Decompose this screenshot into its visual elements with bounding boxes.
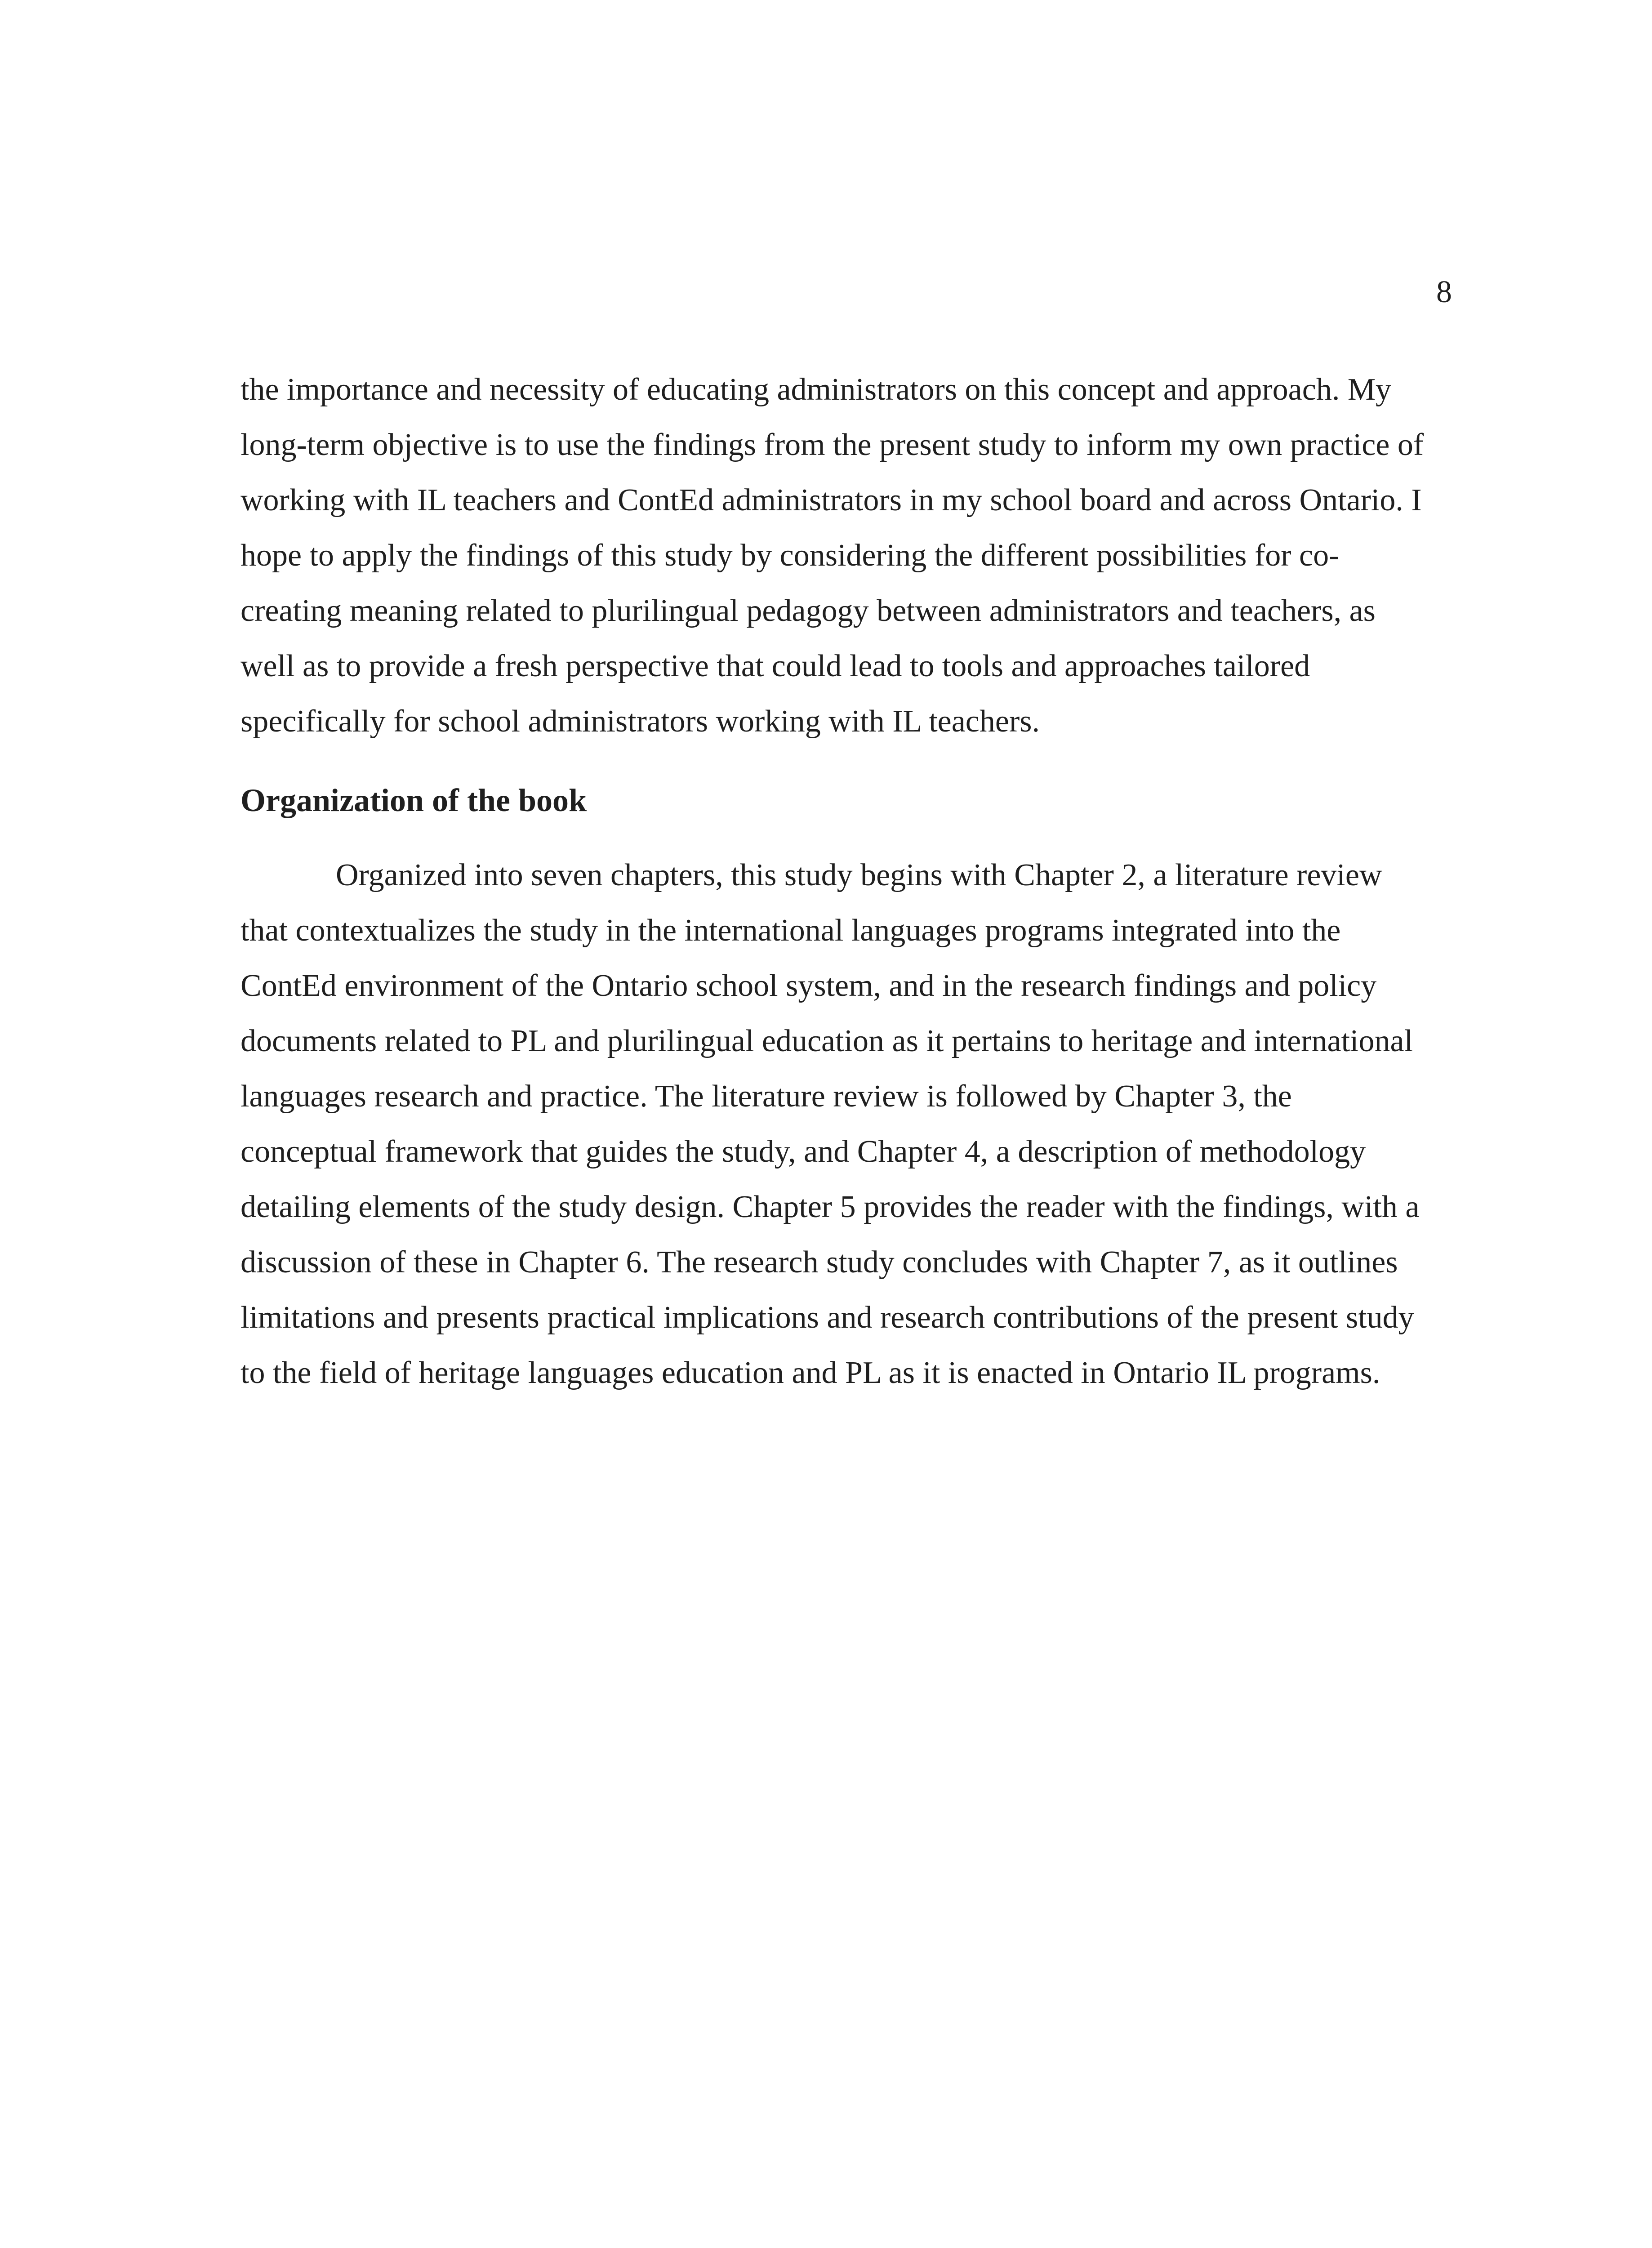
paragraph-line: languages research and practice. The literature review is followed by Chapter 3, the [240, 1079, 1292, 1114]
paragraph-line: documents related to PL and plurilingual education as it pertains to heritage and international [240, 1024, 1413, 1058]
body-paragraph-2 [240, 847, 1454, 1401]
paragraph-line: specifically for school administrators working with IL teachers. [240, 704, 1040, 739]
page-number: 8 [1436, 275, 1452, 309]
paragraph-line: limitations and presents practical implications and research contributions of the present study [240, 1300, 1414, 1335]
paragraph-line: the importance and necessity of educating administrators on this concept and approach. My [240, 372, 1392, 407]
paragraph-line: ContEd environment of the Ontario school system, and in the research findings and policy [240, 968, 1377, 1003]
paragraph-line: discussion of these in Chapter 6. The research study concludes with Chapter 7, as it outlines [240, 1245, 1398, 1280]
paragraph-line: working with IL teachers and ContEd administrators in my school board and across Ontario. I [240, 483, 1422, 517]
body-paragraph-1 [240, 362, 1454, 749]
paragraph-line: well as to provide a fresh perspective that could lead to tools and approaches tailored [240, 649, 1310, 683]
paragraph-line: conceptual framework that guides the study, and Chapter 4, a description of methodology [240, 1134, 1366, 1169]
paragraph-line: Organized into seven chapters, this study begins with Chapter 2, a literature review [336, 858, 1382, 892]
paragraph-line: hope to apply the findings of this study by considering the different possibilities for co- [240, 538, 1340, 573]
paragraph-line: to the field of heritage languages education and PL as it is enacted in Ontario IL programs. [240, 1356, 1380, 1390]
paragraph-line: detailing elements of the study design. Chapter 5 provides the reader with the findings, with a [240, 1190, 1420, 1224]
paragraph-line: that contextualizes the study in the international languages programs integrated into the [240, 913, 1341, 948]
paragraph-line: long-term objective is to use the findings from the present study to inform my own practice of [240, 428, 1424, 462]
paragraph-line: creating meaning related to plurilingual pedagogy between administrators and teachers, as [240, 593, 1376, 628]
section-heading: Organization of the book [240, 782, 587, 818]
